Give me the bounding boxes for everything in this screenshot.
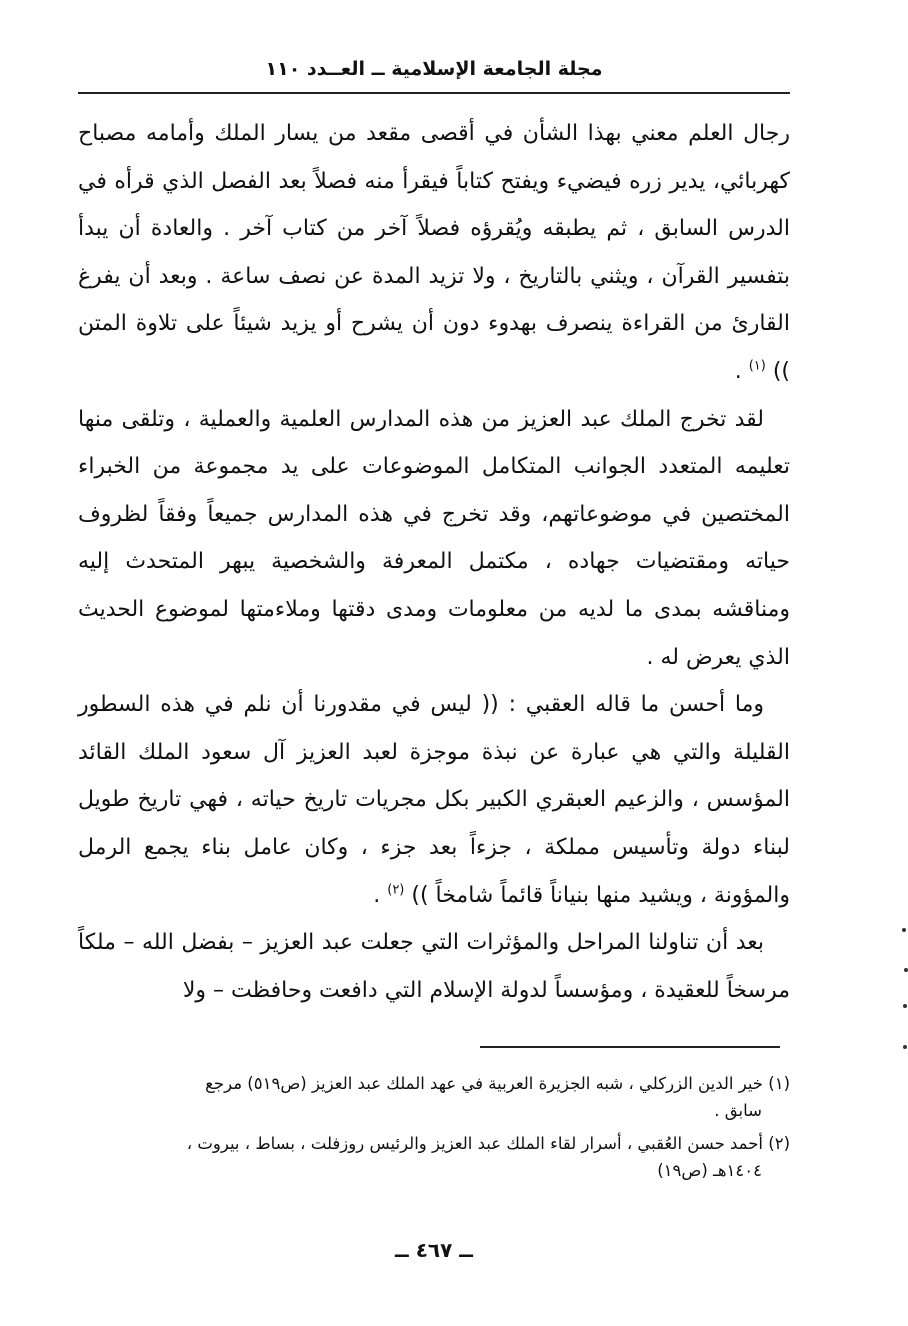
scan-speck xyxy=(904,968,908,972)
footnote-ref-1: (١) xyxy=(748,358,766,374)
paragraph-3-text: وما أحسن ما قاله العقبي : (( ليس في مقدورنا أن نلم في هذه السطور القليلة والتي هي عبارة عن نبذة موجزة لعبد العزيز آل سعود الملك القائد المؤسس ، والزعيم العبقري الكبير بكل مجريات تاريخ حياته ، فهي تاريخ طويل لبناء دولة وتأسيس مملكة ، جزءاً بعد جزء ، وكان عامل بناء يجمع الرمل والمؤونة ، ويشيد منها بنياناً قائماً شامخاً )) xyxy=(78,692,790,908)
scan-speck xyxy=(903,1004,907,1008)
footnote-2 xyxy=(78,1130,790,1184)
paragraph-2: لقد تخرج الملك عبد العزيز من هذه المدارس العلمية والعملية ، وتلقى منها تعليمه المتعدد الجوانب المتكامل الموضوعات على يد مجموعة من الخبراء المختصين في موضوعاتهم، وقد تخرج في هذه المدارس جميعاً وفقاً لظروف حياته ومقتضيات جهاده ، مكتمل المعرفة والشخصية يبهر المتحدث إليه ومناقشه بمدى ما لديه من معلومات ومدى دقتها وملاءمتها لموضوع الحديث الذي يعرض له . xyxy=(78,406,790,670)
footnote-2-continuation: ١٤٠٤هـ (ص١٩) xyxy=(657,1161,762,1180)
footnote-1-text: (١) خير الدين الزركلي ، شبه الجزيرة العربية في عهد الملك عبد العزيز (ص٥١٩) مرجع xyxy=(205,1074,790,1093)
page-number: ــ ٤٦٧ ــ xyxy=(395,1238,473,1262)
paragraph-3-end: . xyxy=(373,882,388,908)
footnote-rule xyxy=(480,1046,780,1048)
running-header: مجلة الجامعة الإسلامية ــ العــدد ١١٠ xyxy=(265,58,603,80)
paragraph-1-text: رجال العلم معني بهذا الشأن في أقصى مقعد من يسار الملك وأمامه مصباح كهربائي، يدير زره فيضيء ويفتح كتاباً فيقرأ منه فصلاً بعد الفصل الذي قرأه في الدرس السابق ، ثم يطبقه ويُقرؤه فصلاً آخر من كتاب آخر . والعادة أن يبدأ بتفسير القرآن ، ويثني بالتاريخ ، ولا تزيد المدة عن نصف ساعة . وبعد أن يفرغ القارئ من القراءة ينصرف بهدوء دون أن يشرح أو يزيد شيئاً على تلاوة المتن )) xyxy=(78,121,790,384)
footnote-1 xyxy=(78,1070,790,1124)
body-text xyxy=(78,110,790,1014)
footnotes xyxy=(78,1070,790,1190)
footnote-2-text: (٢) أحمد حسن العُقبي ، أسرار لقاء الملك عبد العزيز والرئيس روزفلت ، بساط ، بيروت ، xyxy=(186,1134,790,1153)
paragraph-1-end: . xyxy=(734,358,749,384)
paragraph-4: بعد أن تناولنا المراحل والمؤثرات التي جعلت عبد العزيز – بفضل الله – ملكاً مرسخاً للعقيدة ، ومؤسساً لدولة الإسلام التي دافعت وحافظت – ولا xyxy=(78,930,790,1003)
footnote-1-continuation: سابق . xyxy=(714,1101,762,1120)
paragraph-1 xyxy=(78,110,790,396)
scan-speck xyxy=(902,928,906,932)
scan-speck xyxy=(903,1045,907,1049)
header-rule xyxy=(78,92,790,94)
paragraph-3 xyxy=(78,681,790,919)
footnote-ref-2: (٢) xyxy=(387,882,405,898)
